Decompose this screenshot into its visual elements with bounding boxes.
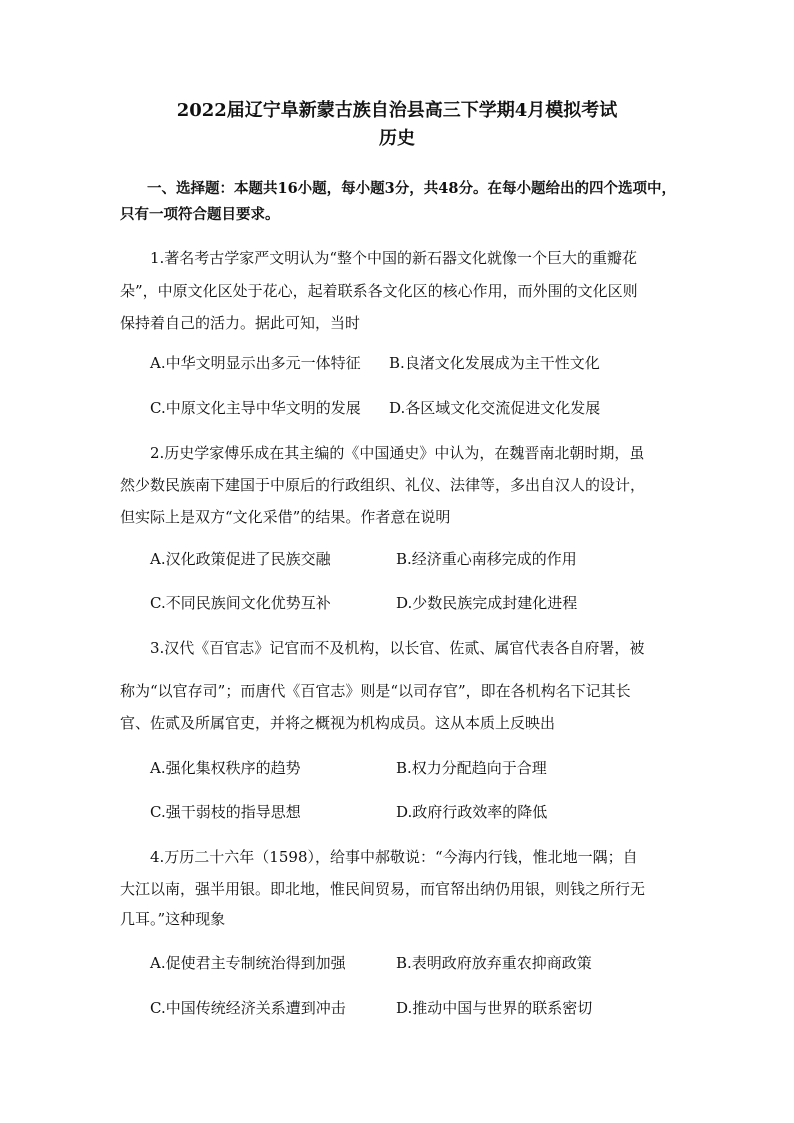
section-heading-line-2: 只有一项符合题目要求。	[120, 206, 280, 223]
question-4-line-1: 4.万历二十六年（1598），给事中郝敬说：“今海内行钱，惟北地一隅；自	[150, 848, 638, 866]
question-4-line-2: 大江以南，强半用银。即北地，惟民间贸易，而官帑出纳仍用银，则钱之所行无	[120, 880, 646, 898]
question-4-option-d: D.推动中国与世界的联系密切	[396, 999, 593, 1017]
question-2-line-3: 但实际上是双方“文化采借”的结果。作者意在说明	[120, 508, 451, 526]
section-heading-line-1: 一、选择题：本题共16小题，每小题3分，共48分。在每小题给出的四个选项中，	[147, 180, 676, 197]
question-3-line-2: 称为“以官存司”；而唐代《百官志》则是“以司存官”，即在各机构名下记其长	[120, 682, 631, 700]
question-2-line-1: 2.历史学家傅乐成在其主编的《中国通史》中认为，在魏晋南北朝时期，虽	[150, 444, 645, 462]
question-1-option-c: C.中原文化主导中华文明的发展	[150, 399, 361, 417]
question-1-option-d: D.各区域文化交流促进文化发展	[389, 399, 601, 417]
question-4-option-a: A.促使君主专制统治得到加强	[150, 954, 346, 972]
question-1-line-2: 朵”，中原文化区处于花心，起着联系各文化区的核心作用，而外围的文化区则	[120, 282, 638, 300]
question-3-option-b: B.权力分配趋向于合理	[396, 759, 547, 777]
question-3-line-3: 官、佐贰及所属官吏，并将之概视为机构成员。这从本质上反映出	[120, 714, 556, 732]
question-2-line-2: 然少数民族南下建国于中原后的行政组织、礼仪、法律等，多出自汉人的设计，	[120, 476, 646, 494]
question-2-option-d: D.少数民族完成封建化进程	[396, 594, 578, 612]
question-1-option-b: B.良渚文化发展成为主干性文化	[389, 354, 600, 372]
question-2-option-a: A.汉化政策促进了民族交融	[150, 550, 331, 568]
question-3-option-a: A.强化集权秩序的趋势	[150, 759, 301, 777]
question-4-option-b: B.表明政府放弃重农抑商政策	[396, 954, 592, 972]
question-2-option-c: C.不同民族间文化优势互补	[150, 594, 331, 612]
question-3-option-d: D.政府行政效率的降低	[396, 803, 548, 821]
question-1-option-a: A.中华文明显示出多元一体特征	[150, 354, 361, 372]
page-title: 2022届辽宁阜新蒙古族自治县高三下学期4月模拟考试	[176, 100, 618, 121]
question-1-line-3: 保持着自己的活力。据此可知，当时	[120, 314, 361, 332]
question-4-option-c: C.中国传统经济关系遭到冲击	[150, 999, 346, 1017]
page-subtitle: 历史	[379, 128, 415, 149]
question-4-line-3: 几耳。”这种现象	[120, 910, 226, 928]
question-1-line-1: 1.著名考古学家严文明认为“整个中国的新石器文化就像一个巨大的重瓣花	[150, 249, 637, 267]
question-2-option-b: B.经济重心南移完成的作用	[396, 550, 577, 568]
question-3-option-c: C.强干弱枝的指导思想	[150, 803, 301, 821]
question-3-line-1: 3.汉代《百官志》记官而不及机构，以长官、佐贰、属官代表各自府署，被	[150, 639, 645, 657]
